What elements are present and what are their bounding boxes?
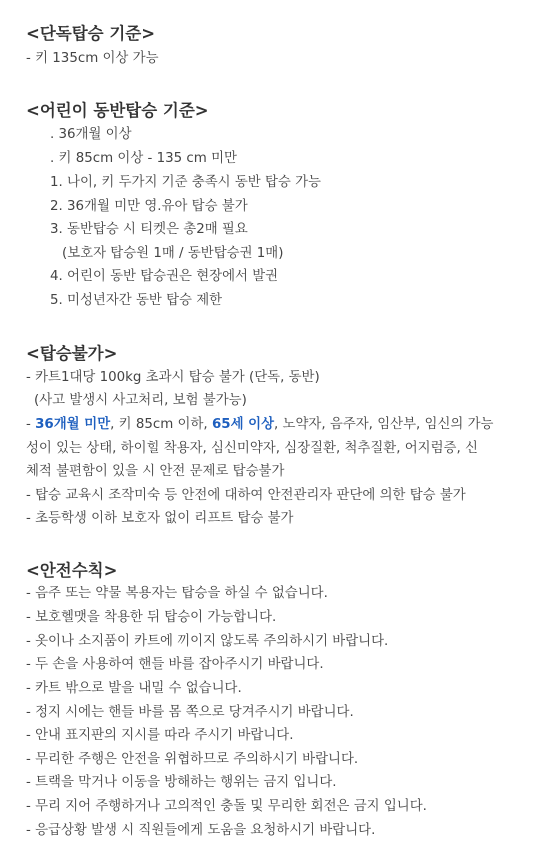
no-ride-conditions-end: 체적 불편함이 있을 시 안전 문제로 탑승불가 (26, 464, 285, 479)
safety-rule-7: - 안내 표지판의 지시를 따라 주시기 바랍니다. (26, 728, 294, 743)
safety-rule-9: - 트랙을 막거나 이동을 방해하는 행위는 금지 입니다. (26, 775, 337, 790)
safety-heading: <안전수칙> (26, 561, 118, 580)
no-ride-weight-note: (사고 발생시 사고처리, 보험 불가능) (34, 393, 247, 408)
safety-rule-2: - 보호헬맷을 착용한 뒤 탑승이 가능합니다. (26, 610, 277, 625)
child-rule-3-note: (보호자 탑승원 1매 / 동반탑승권 1매) (62, 246, 284, 261)
safety-rule-8: - 무리한 주행은 안전을 위협하므로 주의하시기 바랍니다. (26, 752, 359, 767)
child-rule-age: . 36개월 이상 (50, 127, 132, 142)
highlight-senior-limit: 65세 이상 (211, 417, 275, 432)
highlight-age-limit: 36개월 미만 (35, 417, 111, 432)
child-rule-4: 4. 어린이 동반 탑승권은 현장에서 발권 (50, 269, 279, 284)
solo-ride-heading: <단독탑승 기준> (26, 24, 156, 43)
no-ride-conditions (26, 416, 493, 433)
child-rule-3: 3. 동반탑승 시 티켓은 총2매 필요 (50, 222, 248, 237)
child-ride-heading: <어린이 동반탑승 기준> (26, 101, 209, 120)
child-rule-5: 5. 미성년자간 동반 탑승 제한 (50, 293, 223, 308)
safety-rule-4: - 두 손을 사용하여 핸들 바를 잡아주시기 바랍니다. (26, 657, 324, 672)
no-ride-height: , 키 85cm 이하, (110, 417, 212, 432)
safety-rule-1: - 음주 또는 약물 복용자는 탑승을 하실 수 없습니다. (26, 586, 328, 601)
no-ride-training: - 탑승 교육시 조작미숙 등 안전에 대하여 안전관리자 판단에 의한 탑승 불가 (26, 488, 466, 503)
no-ride-weight: - 카트1대당 100kg 초과시 탑승 불가 (단독, 동반) (26, 370, 320, 385)
safety-rule-6: - 정지 시에는 핸들 바를 몸 쪽으로 당겨주시기 바랍니다. (26, 705, 354, 720)
safety-rule-10: - 무리 지어 주행하거나 고의적인 충돌 및 무리한 회전은 금지 입니다. (26, 799, 427, 814)
no-ride-list: , 노약자, 음주자, 임산부, 임신의 가능 (274, 417, 494, 432)
safety-rule-3: - 옷이나 소지품이 카트에 끼이지 않도록 주의하시기 바랍니다. (26, 634, 389, 649)
safety-rule-5: - 카트 밖으로 발을 내밀 수 없습니다. (26, 681, 242, 696)
solo-ride-line: - 키 135cm 이상 가능 (26, 51, 159, 66)
no-ride-heading: <탑승불가> (26, 344, 118, 363)
no-ride-lift: - 초등학생 이하 보호자 없이 리프트 탑승 불가 (26, 511, 294, 526)
child-rule-height: . 키 85cm 이상 - 135 cm 미만 (50, 151, 237, 166)
child-rule-1: 1. 나이, 키 두가지 기준 충족시 동반 탑승 가능 (50, 175, 321, 190)
safety-rule-11: - 응급상황 발생 시 직원들에게 도움을 요청하시기 바랍니다. (26, 823, 376, 838)
no-ride-dash: - (26, 417, 36, 432)
no-ride-conditions-cont: 성이 있는 상태, 하이힐 착용자, 심신미약자, 심장질환, 척추질환, 어지럼증, 신 (26, 441, 478, 456)
child-rule-2: 2. 36개월 미만 영.유아 탑승 불가 (50, 199, 248, 214)
